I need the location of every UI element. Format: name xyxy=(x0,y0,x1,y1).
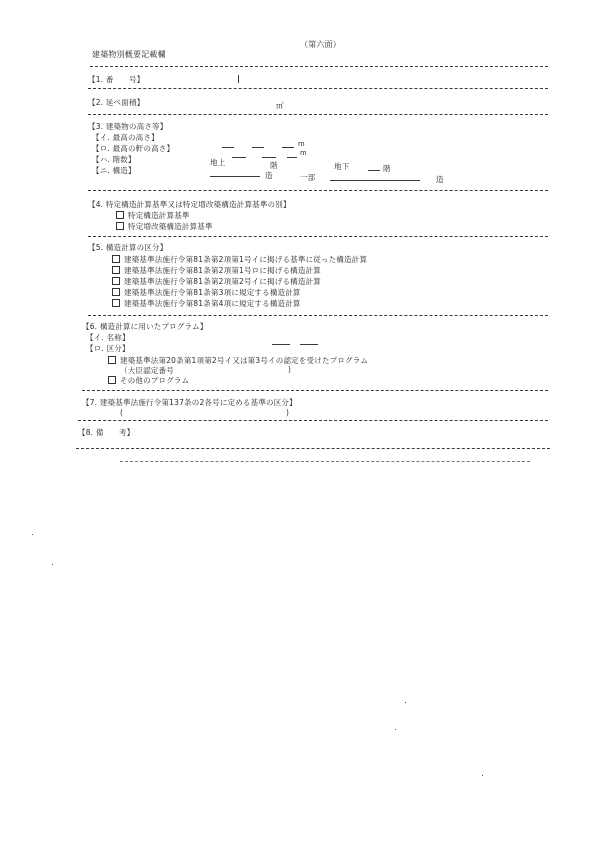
scan-speck xyxy=(52,564,53,565)
standard-option[interactable] xyxy=(116,221,213,232)
field-marker xyxy=(238,75,239,83)
program-option[interactable] xyxy=(108,375,189,386)
checkbox[interactable] xyxy=(116,222,124,230)
area-unit: ㎡ xyxy=(276,101,284,110)
program-type-label: 【ロ. 区分】 xyxy=(86,344,130,353)
scan-speck xyxy=(395,729,396,730)
option-label: 特定構造計算基準 xyxy=(128,211,190,220)
divider xyxy=(90,66,548,67)
standard-option[interactable] xyxy=(116,210,190,221)
section-5-label: 【5. 構造計算の区分】 xyxy=(88,243,168,252)
checkbox[interactable] xyxy=(112,288,120,296)
option-label: 特定増改築構造計算基準 xyxy=(128,222,213,231)
section-8-label: 【8. 備 考】 xyxy=(78,428,135,437)
structure-blank xyxy=(330,180,420,181)
height-blank xyxy=(232,157,246,158)
structure-blank xyxy=(210,176,260,177)
checkbox[interactable] xyxy=(112,266,120,274)
floors-above-unit: 階 xyxy=(270,161,278,170)
section-4-label: 【4. 特定構造計算基準又は特定増改築構造計算基準の別】 xyxy=(88,200,291,209)
max-height-label: 【イ. 最高の高さ】 xyxy=(92,133,159,142)
option-label: 建築基準法第20条第1項第2号イ又は第3号イの認定を受けたプログラム xyxy=(120,356,369,365)
name-blank xyxy=(300,344,318,345)
structure-label: 【ニ. 構造】 xyxy=(92,166,136,175)
height-blank xyxy=(222,147,234,148)
structure-partial-unit: 造 xyxy=(436,175,444,184)
page-number: （第六面） xyxy=(300,40,341,49)
calc-option[interactable] xyxy=(112,287,301,298)
calc-option[interactable] xyxy=(112,254,367,265)
divider xyxy=(88,190,548,191)
floors-label: 【ハ. 階数】 xyxy=(92,155,136,164)
divider xyxy=(82,390,548,391)
height-blank xyxy=(282,147,294,148)
checkbox[interactable] xyxy=(108,376,116,384)
calc-option[interactable] xyxy=(112,298,301,309)
calc-option[interactable] xyxy=(112,265,321,276)
option-label: 建築基準法施行令第81条第2項第1号ロに掲げる構造計算 xyxy=(124,266,321,275)
option-label: 建築基準法施行令第81条第2項第1号イに掲げる基準に従った構造計算 xyxy=(124,255,368,264)
structure-partial-label: 一部 xyxy=(300,173,316,182)
checkbox[interactable] xyxy=(112,255,120,263)
paren-open: ( xyxy=(120,408,124,417)
structure-unit: 造 xyxy=(265,171,273,180)
section-3-label: 【3. 建築物の高さ等】 xyxy=(88,122,168,131)
divider xyxy=(88,88,548,89)
divider xyxy=(120,461,530,462)
checkbox[interactable] xyxy=(108,356,116,364)
option-label: その他のプログラム xyxy=(120,376,190,385)
divider xyxy=(88,114,548,115)
divider xyxy=(78,420,548,421)
section-7-label: 【7. 建築基準法施行令第137条の2各号に定める基準の区分】 xyxy=(82,398,297,407)
checkbox[interactable] xyxy=(112,299,120,307)
max-eave-height-label: 【ロ. 最高の軒の高さ】 xyxy=(92,144,175,153)
floors-below-unit: 階 xyxy=(383,164,391,173)
divider xyxy=(88,315,548,316)
height-unit: m xyxy=(298,140,305,148)
calc-option[interactable] xyxy=(112,276,321,287)
height-unit: m xyxy=(300,149,307,157)
divider xyxy=(88,236,548,237)
paren-close: ) xyxy=(288,365,292,374)
height-blank xyxy=(287,157,297,158)
height-blank xyxy=(262,157,276,158)
paren-close: ) xyxy=(286,408,290,417)
option-label: 建築基準法施行令第81条第3項に規定する構造計算 xyxy=(124,288,301,297)
option-label: 建築基準法施行令第81条第4項に規定する構造計算 xyxy=(124,299,301,308)
floors-below-label: 地下 xyxy=(334,162,350,171)
section-6-label: 【6. 構造計算に用いたプログラム】 xyxy=(82,322,208,331)
section-2-label: 【2. 延べ面積】 xyxy=(88,98,145,107)
checkbox[interactable] xyxy=(112,277,120,285)
section-1-label: 【1. 番 号】 xyxy=(88,75,145,84)
scan-speck xyxy=(32,534,33,535)
option-label: 建築基準法施行令第81条第2項第2号イに掲げる構造計算 xyxy=(124,277,321,286)
name-blank xyxy=(272,344,290,345)
certification-number-label: （大臣認定番号 xyxy=(120,366,174,375)
height-blank xyxy=(252,147,264,148)
scan-speck xyxy=(405,702,406,703)
scan-speck xyxy=(482,775,483,776)
checkbox[interactable] xyxy=(116,211,124,219)
divider xyxy=(76,448,550,449)
floors-above-label: 地上 xyxy=(210,158,226,167)
program-name-label: 【イ. 名称】 xyxy=(86,333,130,342)
floors-blank xyxy=(368,170,380,171)
form-title: 建築物別概要記載欄 xyxy=(92,50,166,59)
